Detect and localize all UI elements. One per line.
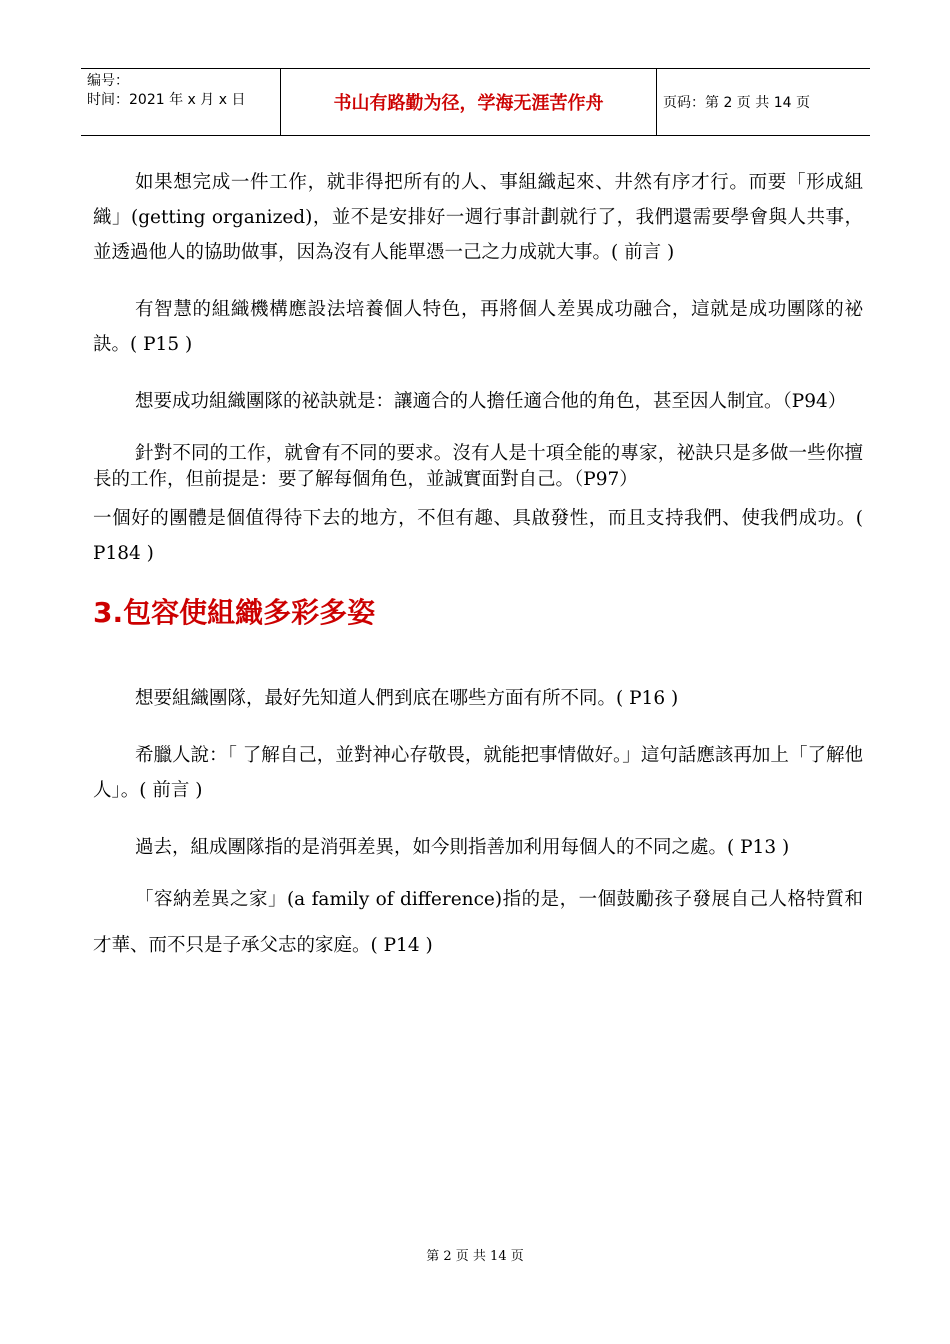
header-number-label: 编号： — [87, 73, 129, 89]
header-page-label: 页码：第 2 页 共 14 页 — [663, 95, 810, 111]
page-footer: 第 2 页 共 14 页 — [426, 1249, 524, 1264]
paragraph: 如果想完成一件工作，就非得把所有的人、事組織起來、井然有序才行。而要「形成組織」(getting organized)，並不是安排好一週行事計劃就行了，我們還需要學會與人共事，並透過他人的協助做事，因為沒有人能單憑一己之力成就大事。( 前言 ) — [93, 172, 863, 263]
page-header — [81, 68, 870, 136]
paragraph: 想要組織團隊，最好先知道人們到底在哪些方面有所不同。( P16 ) — [135, 688, 679, 709]
paragraph: 一個好的團體是個值得待下去的地方，不但有趣、具啟發性，而且支持我們、使我們成功。( P184 ) — [93, 508, 863, 564]
paragraph: 「容納差異之家」(a family of difference)指的是，一個鼓勵孩子發展自己人格特質和才華、而不只是子承父志的家庭。( P14 ) — [93, 889, 863, 956]
header-motto: 书山有路勤为径，学海无涯苦作舟 — [281, 69, 657, 135]
header-time-label: 时间：2021 年 x 月 x 日 — [87, 92, 246, 108]
header-info-cell — [81, 69, 281, 135]
paragraph: 過去，組成團隊指的是消弭差異，如今則指善加利用每個人的不同之處。( P13 ) — [135, 837, 790, 858]
paragraph: 針對不同的工作，就會有不同的要求。沒有人是十項全能的專家，祕訣只是多做一些你擅長的工作，但前提是：要了解每個角色，並誠實面對自己。（P97） — [93, 443, 863, 490]
paragraph: 想要成功組織團隊的祕訣就是：讓適合的人擔任適合他的角色，甚至因人制宜。（P94） — [135, 391, 847, 412]
document-body — [93, 165, 863, 969]
paragraph: 希臘人說：「 了解自己，並對神心存敬畏，就能把事情做好。」這句話應該再加上「了解他人」。( 前言 ) — [93, 745, 863, 801]
section-heading: 3.包容使組織多彩多姿 — [93, 596, 376, 629]
paragraph: 有智慧的組織機構應設法培養個人特色，再將個人差異成功融合，這就是成功團隊的祕訣。( P15 ) — [93, 299, 863, 355]
